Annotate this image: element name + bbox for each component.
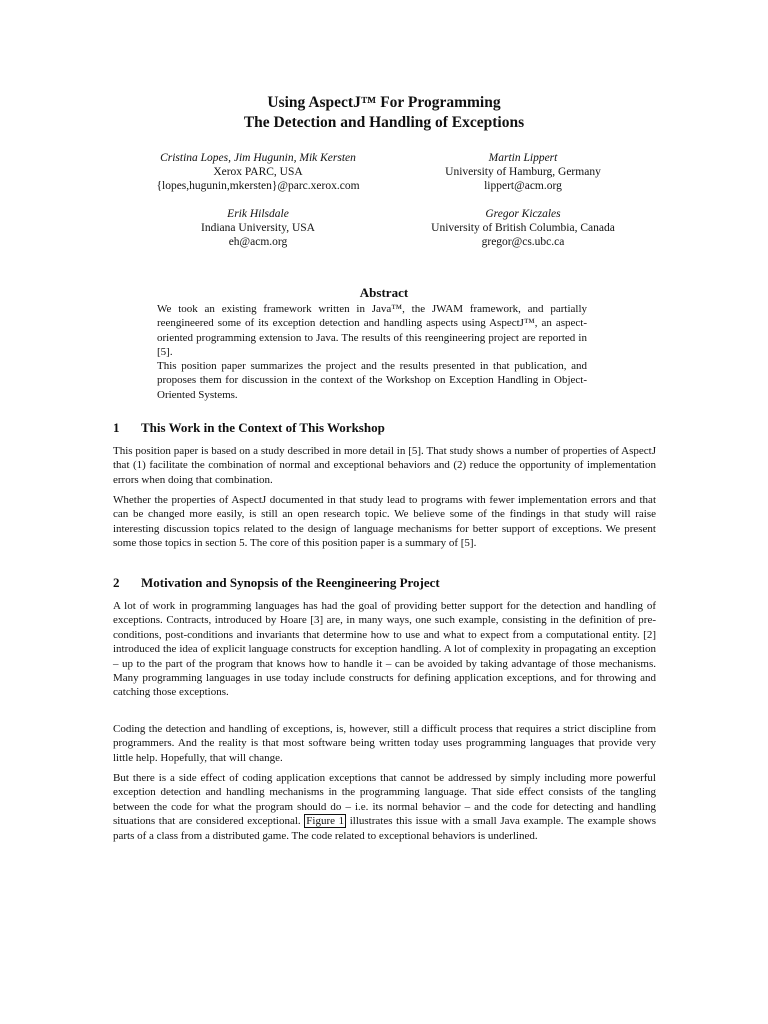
author-affiliation: University of British Columbia, Canada (431, 222, 615, 235)
section-1-paragraph-2: Whether the properties of AspectJ documented in that study lead to programs with fewer implementation errors and that can be changed more easily, is still an open research topic. We believe some of the findings in that study will raise interesting discussion topics related to the design of language mechanisms for better support of exceptions. We present some those topics in section 5. The core of this position paper is a summary of [5]. (113, 494, 656, 550)
section-1-paragraph-1: This position paper is based on a study described in more detail in [5]. That study shows a number of properties of AspectJ that (1) facilitate the combination of normal and exceptional behaviors and (2) reduce the opportunity of implementation errors when doing that combination. (113, 445, 656, 486)
section-title: Motivation and Synopsis of the Reengineering Project (141, 575, 440, 590)
section-number: 1 (113, 420, 120, 435)
author-email: eh@acm.org (228, 236, 288, 249)
author-names: Cristina Lopes, Jim Hugunin, Mik Kersten (160, 152, 356, 164)
paragraph-text: illustrates this issue with a small Java example. The example shows parts of a class from a distributed game. The code related to exceptional behaviors is underlined. (113, 815, 657, 842)
author-affiliation: University of Hamburg, Germany (445, 166, 601, 179)
author-names: Gregor Kiczales (485, 208, 561, 220)
section-2-paragraph-2: Coding the detection and handling of exceptions, is, however, still a difficult process that requires a strict discipline from programmers. And the reality is that most software being written today uses programming languages that provide very little help. Hopefully, that will change. (113, 723, 656, 764)
author-block-lippert (400, 151, 646, 194)
paper-title-line-1: Using AspectJ™ For Programming (267, 94, 501, 111)
author-email: gregor@cs.ubc.ca (481, 236, 565, 249)
author-affiliation: Xerox PARC, USA (213, 166, 303, 179)
section-number: 2 (113, 575, 120, 590)
section-2-paragraph-1: A lot of work in programming languages has had the goal of providing better support for the detection and handling of exceptions. Contracts, introduced by Hoare [3] are, in many ways, one such example, consisting in the definition of pre-conditions, post-conditions and invariants that determine how to use and what to expect from a computational entity. [2] introduced the idea of explicit language constructs for exception handling. A lot of complexity in propagating an exception – up to the part of the program that knows how to handle it – can be avoided by taking advantage of those mechanisms. Many programming languages in use today include constructs for defining application exceptions, and for throwing and catching those exceptions. (113, 600, 656, 699)
author-names: Erik Hilsdale (227, 208, 289, 220)
section-1-heading (113, 420, 385, 436)
abstract-paragraph: This position paper summarizes the project and the results presented in that publication, and proposes them for discussion in the context of the Workshop on Exception Handling in Object-Oriented Systems. (157, 360, 587, 401)
author-names: Martin Lippert (488, 152, 558, 164)
paragraph-text: But there is a side effect of coding application exceptions that cannot be addressed by simply including more powerful exception detection and handling mechanisms in the programming language. That side effect consists of the tangling between the code for what the program should do – i.e. its normal behavior – and the code for detecting and handling situations that are considered exceptional. (113, 772, 656, 828)
author-email: {lopes,hugunin,mkersten}@parc.xerox.com (156, 180, 360, 193)
abstract-paragraph: We took an existing framework written in Java™, the JWAM framework, and partially reengineered some of its exception detection and handling aspects using AspectJ™, an aspect-oriented programming extension to Java. The results of this reengineering project are reported in [5]. (157, 303, 587, 358)
author-block-kiczales (400, 207, 646, 250)
author-block-xerox (140, 151, 376, 194)
author-email: lippert@acm.org (484, 180, 562, 193)
author-affiliation: Indiana University, USA (201, 222, 315, 235)
section-2-heading (113, 575, 440, 591)
figure-1-reference-link[interactable]: Figure 1 (306, 815, 345, 828)
author-block-hilsdale (140, 207, 376, 250)
section-title: This Work in the Context of This Workshop (141, 420, 385, 435)
abstract-heading: Abstract (359, 285, 409, 300)
section-2-paragraph-3 (113, 771, 656, 843)
abstract-body (157, 302, 587, 402)
paper-title-line-2: The Detection and Handling of Exceptions (243, 114, 525, 131)
